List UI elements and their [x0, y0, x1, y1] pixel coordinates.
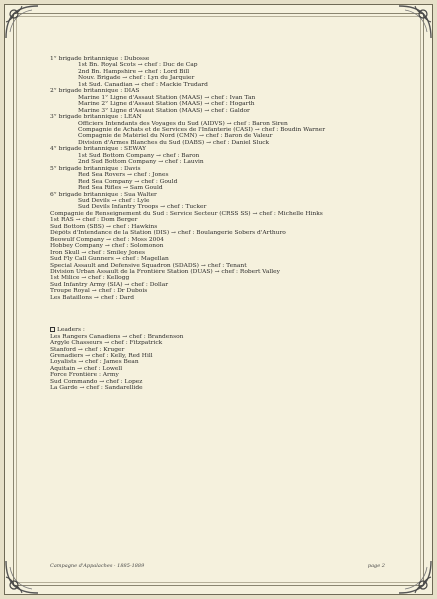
leader-line: Argyle Chasseurs → chef : Fitzpatrick [50, 340, 163, 347]
brigade-line: 6° brigade britannique : Sua Walter [50, 191, 157, 198]
brigade-line: Beowulf Company → chef : Moss 2004 [50, 236, 164, 243]
corner-ornament-top-right [395, 2, 435, 42]
unit-line: Compagnie de Achats et de Services de l'Infanterie (CASI) → chef : Boudin Warner [78, 126, 326, 133]
unit-line: Marine 2° Ligne d'Assaut Station (MAAS) → chef : Hogarth [78, 101, 255, 108]
unit-line: Compagnie de Matériel du Nord (CMN) → chef : Baron de Valeur [78, 133, 273, 140]
brigade-line: 1st RAS → chef : Dom Berger [50, 217, 138, 224]
leader-line: Aquitain → chef : Lowell [50, 365, 123, 372]
corner-ornament-bottom-left [2, 557, 42, 597]
leader-line: Sud Commando → chef : Lopez [50, 378, 143, 385]
unit-line: Red Sea Company → chef : Gould [78, 178, 178, 185]
unit-line: Division d'Armes Blanches du Sud (DABS) → chef : Daniel Sluck [78, 139, 270, 146]
page-footer [50, 563, 385, 569]
brigade-line: Special Assault and Defensive Squadron (SDADS) → chef : Tenant [50, 262, 247, 269]
brigade-line: 2° brigade britannique : DIAS [50, 88, 140, 95]
unit-line: 2nd Sud Bottom Company → chef : Lauvin [78, 159, 204, 166]
leader-line: Force Frontière : Army [50, 372, 119, 379]
brigade-line: 1° brigade britannique : Dubosse [50, 56, 150, 62]
unit-line: 1st Sud. Canadian → chef : Mackie Trudard [78, 81, 208, 88]
unit-line: Nouv. Brigade → chef : Lyn du Jarquier [78, 75, 195, 82]
unit-line: Marine 3° Ligne d'Assaut Station (MAAS) → chef : Galdor [78, 107, 250, 114]
brigade-line: 3° brigade britannique : LEAN [50, 114, 142, 121]
unit-line: 1st Bn. Royal Scots → chef : Duc de Cap [78, 62, 198, 69]
section-gap [50, 301, 390, 327]
page-number: page 2 [367, 563, 385, 569]
brigade-line: 5° brigade britannique : Davis [50, 165, 141, 172]
square-bullet-icon [50, 327, 55, 332]
brigade-line: 4° brigade britannique : SEWAY [50, 146, 147, 153]
leader-line: La Garde → chef : Sandarellide [50, 385, 143, 392]
unit-line: 1st Sud Bottom Company → chef : Baron [78, 152, 200, 159]
brigade-line: Hobbey Company → chef : Solomonon [50, 243, 164, 250]
unit-line: Red Sea Rovers → chef : Jones [78, 172, 169, 179]
unit-line: Marine 1° Ligne d'Assaut Station (MAAS) → chef : Ivan Tan [78, 94, 256, 101]
leader-line: Stanford → chef : Kruger [50, 346, 125, 353]
brigade-line: Dépôts d'Intendance de la Station (DIS) → chef : Boulangerie Sobers d'Arthuro [50, 230, 286, 237]
brigade-line: Sud Infantry Army (SIA) → chef : Dollar [50, 281, 169, 288]
unit-line: Sud Devils → chef : Lyle [78, 197, 150, 204]
leader-line: Loyalists → chef : James Bean [50, 359, 139, 366]
brigade-line: Division Urban Assault de la Frontière Station (DUAS) → chef : Robert Valley [50, 268, 280, 275]
leader-line: Grenadiers → chef : Kelly, Red Hill [50, 353, 153, 360]
unit-line: Red Sea Rifles → Sam Gould [78, 185, 163, 192]
brigade-line: 1st Milice → chef : Kellogg [50, 275, 130, 282]
brigade-line: Sud Fly Call Gunners → chef : Magellan [50, 256, 169, 263]
unit-line: 2nd Bn. Hampshire → chef : Lord Bill [78, 68, 190, 75]
leaders-title: Leaders : [57, 327, 85, 334]
brigade-line: Sud Bottom (SBS) → chef : Hawkins [50, 223, 158, 230]
corner-ornament-bottom-right [395, 557, 435, 597]
unit-line: Sud Devils Infantry Troops → chef : Tucker [78, 204, 207, 211]
unit-line: Officiers Intendants des Voyages du Sud (AIDVS) → chef : Baron Siren [78, 120, 288, 127]
corner-ornament-top-left [2, 2, 42, 42]
brigade-line: Troupe Royal → chef : Dr Dubois [50, 288, 148, 295]
brigade-line: Compagnie de Renseignement du Sud : Service Secteur (CRSS SS) → chef : Michelle Hinks [50, 210, 323, 217]
order-of-battle-list [50, 56, 390, 301]
brigade-line: Les Bataillons → chef : Dard [50, 294, 135, 301]
brigade-line: Iron Skull → chef : Smiley Jones [50, 249, 145, 256]
leaders-list [50, 334, 390, 392]
footer-title: Campagne d'Appalaches · 1885-1889 [50, 563, 145, 569]
document-body [50, 56, 390, 392]
leader-line: Les Rangers Canadiens → chef : Brandenson [50, 333, 184, 340]
